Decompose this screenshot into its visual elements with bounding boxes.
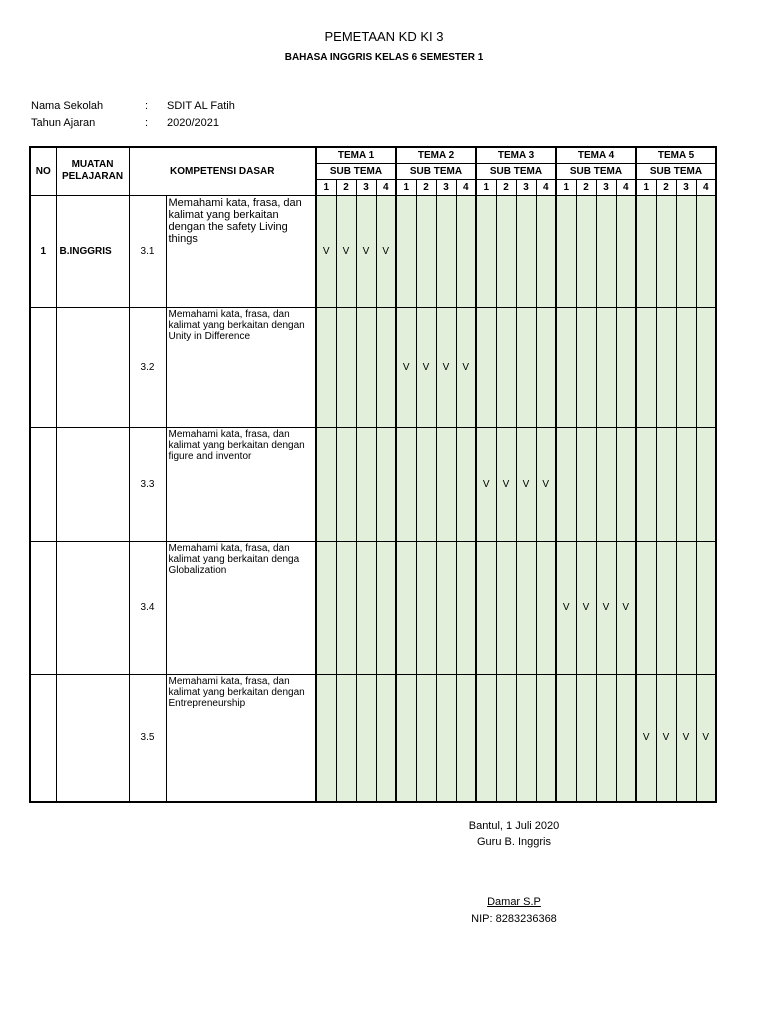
header-subtema-2-num-2: 2 [416,179,436,195]
empty-cell [456,427,476,541]
year-value: 2020/2021 [167,117,219,129]
check-mark: V [376,195,396,307]
empty-cell [336,427,356,541]
empty-cell [336,307,356,427]
empty-cell [496,307,516,427]
school-sep: : [145,100,149,112]
empty-cell [516,195,536,307]
empty-cell [656,307,676,427]
kd-mapping-table [29,146,717,803]
check-mark: V [556,541,576,674]
empty-cell [496,195,516,307]
empty-cell [316,674,336,802]
header-subtema-1-num-2: 2 [336,179,356,195]
cell-muatan [56,541,129,674]
cell-kd-number: 3.2 [129,307,166,427]
check-mark: V [316,195,336,307]
check-mark: V [656,674,676,802]
cell-muatan [56,307,129,427]
cell-kd-description: Memahami kata, frasa, dan kalimat yang berkaitan dengan the safety Living things [166,195,316,307]
empty-cell [476,541,496,674]
empty-cell [396,674,416,802]
empty-cell [456,195,476,307]
empty-cell [696,307,716,427]
cell-kd-number: 3.5 [129,674,166,802]
empty-cell [376,307,396,427]
empty-cell [556,674,576,802]
check-mark: V [456,307,476,427]
table-row [30,427,716,541]
cell-kd-number: 3.1 [129,195,166,307]
header-subtema-3-num-4: 4 [536,179,556,195]
empty-cell [676,541,696,674]
empty-cell [636,541,656,674]
empty-cell [596,674,616,802]
empty-cell [656,541,676,674]
empty-cell [576,427,596,541]
empty-cell [396,427,416,541]
check-mark: V [356,195,376,307]
cell-kd-number: 3.4 [129,541,166,674]
header-no: NO [30,147,56,195]
empty-cell [676,427,696,541]
table-row [30,195,716,307]
cell-no [30,541,56,674]
empty-cell [436,427,456,541]
header-subtema-5: SUB TEMA [636,163,716,179]
empty-cell [356,427,376,541]
header-tema-4: TEMA 4 [556,147,636,163]
header-subtema-2-num-4: 4 [456,179,476,195]
check-mark: V [396,307,416,427]
page-subtitle: BAHASA INGGRIS KELAS 6 SEMESTER 1 [284,52,484,63]
header-subtema-2: SUB TEMA [396,163,476,179]
cell-kd-number: 3.3 [129,427,166,541]
empty-cell [576,195,596,307]
empty-cell [396,195,416,307]
empty-cell [636,307,656,427]
empty-cell [536,307,556,427]
header-subtema-4-num-1: 1 [556,179,576,195]
place-date: Bantul, 1 Juli 2020 [468,820,560,832]
header-subtema-1-num-1: 1 [316,179,336,195]
header-tema-1: TEMA 1 [316,147,396,163]
empty-cell [416,541,436,674]
empty-cell [476,307,496,427]
header-subtema-1-num-4: 4 [376,179,396,195]
empty-cell [376,541,396,674]
check-mark: V [336,195,356,307]
cell-muatan [56,674,129,802]
school-value: SDIT AL Fatih [167,100,235,112]
empty-cell [556,307,576,427]
check-mark: V [676,674,696,802]
signer-nip: NIP: 8283236368 [471,913,557,925]
cell-no [30,307,56,427]
empty-cell [336,674,356,802]
empty-cell [336,541,356,674]
header-subtema-2-num-1: 1 [396,179,416,195]
table-row [30,674,716,802]
header-tema-3: TEMA 3 [476,147,556,163]
header-subtema-3-num-3: 3 [516,179,536,195]
header-subtema-4-num-2: 2 [576,179,596,195]
header-subtema-3-num-2: 2 [496,179,516,195]
empty-cell [596,195,616,307]
header-subtema-2-num-3: 3 [436,179,456,195]
header-subtema-5-num-2: 2 [656,179,676,195]
empty-cell [316,307,336,427]
check-mark: V [416,307,436,427]
header-subtema-1: SUB TEMA [316,163,396,179]
header-tema-2: TEMA 2 [396,147,476,163]
check-mark: V [616,541,636,674]
empty-cell [696,195,716,307]
check-mark: V [596,541,616,674]
cell-kd-description: Memahami kata, frasa, dan kalimat yang berkaitan dengan Entrepreneurship [166,674,316,802]
signer-name [414,896,614,908]
empty-cell [396,541,416,674]
page-title: PEMETAAN KD KI 3 [324,29,444,44]
empty-cell [636,195,656,307]
empty-cell [436,195,456,307]
empty-cell [356,674,376,802]
cell-kd-description: Memahami kata, frasa, dan kalimat yang berkaitan denga Globalization [166,541,316,674]
header-subtema-4: SUB TEMA [556,163,636,179]
empty-cell [616,427,636,541]
year-sep: : [145,117,149,129]
empty-cell [556,427,576,541]
empty-cell [416,195,436,307]
empty-cell [316,427,336,541]
empty-cell [416,427,436,541]
empty-cell [376,674,396,802]
empty-cell [596,307,616,427]
header-subtema-5-num-3: 3 [676,179,696,195]
empty-cell [516,674,536,802]
header-tema-5: TEMA 5 [636,147,716,163]
empty-cell [436,541,456,674]
empty-cell [416,674,436,802]
empty-cell [476,195,496,307]
empty-cell [656,195,676,307]
empty-cell [436,674,456,802]
empty-cell [616,674,636,802]
empty-cell [536,541,556,674]
signer-role: Guru B. Inggris [477,836,551,848]
empty-cell [616,307,636,427]
empty-cell [496,541,516,674]
header-subtema-3-num-1: 1 [476,179,496,195]
year-label: Tahun Ajaran [31,117,96,129]
school-label: Nama Sekolah [31,100,104,112]
empty-cell [576,307,596,427]
check-mark: V [516,427,536,541]
table-row [30,541,716,674]
empty-cell [356,307,376,427]
empty-cell [376,427,396,541]
empty-cell [456,674,476,802]
empty-cell [476,674,496,802]
cell-muatan: B.INGGRIS [56,195,129,307]
empty-cell [636,427,656,541]
empty-cell [696,427,716,541]
empty-cell [516,307,536,427]
empty-cell [456,541,476,674]
empty-cell [316,541,336,674]
empty-cell [536,674,556,802]
cell-no: 1 [30,195,56,307]
header-subtema-5-num-1: 1 [636,179,656,195]
header-subtema-1-num-3: 3 [356,179,376,195]
empty-cell [496,674,516,802]
empty-cell [596,427,616,541]
empty-cell [516,541,536,674]
cell-no [30,674,56,802]
empty-cell [356,541,376,674]
header-muatan: MUATAN PELAJARAN [56,147,129,195]
signer-name-text: Damar S.P [487,896,541,908]
cell-kd-description: Memahami kata, frasa, dan kalimat yang berkaitan dengan figure and inventor [166,427,316,541]
cell-kd-description: Memahami kata, frasa, dan kalimat yang berkaitan dengan Unity in Difference [166,307,316,427]
empty-cell [616,195,636,307]
header-subtema-4-num-3: 3 [596,179,616,195]
empty-cell [676,307,696,427]
empty-cell [576,674,596,802]
empty-cell [696,541,716,674]
check-mark: V [696,674,716,802]
check-mark: V [496,427,516,541]
header-kompetensi: KOMPETENSI DASAR [129,147,316,195]
check-mark: V [636,674,656,802]
check-mark: V [576,541,596,674]
header-subtema-5-num-4: 4 [696,179,716,195]
empty-cell [556,195,576,307]
empty-cell [676,195,696,307]
empty-cell [656,427,676,541]
check-mark: V [436,307,456,427]
cell-no [30,427,56,541]
header-subtema-3: SUB TEMA [476,163,556,179]
check-mark: V [536,427,556,541]
cell-muatan [56,427,129,541]
check-mark: V [476,427,496,541]
empty-cell [536,195,556,307]
table-row [30,307,716,427]
header-subtema-4-num-4: 4 [616,179,636,195]
